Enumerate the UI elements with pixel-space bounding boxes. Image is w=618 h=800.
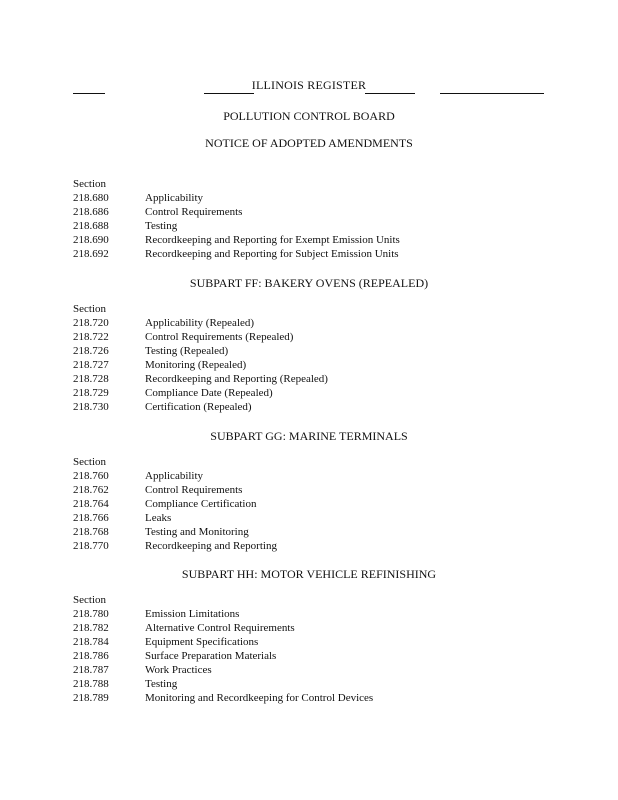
subpart-heading: SUBPART GG: MARINE TERMINALS [210,429,408,443]
section-number: 218.782 [73,622,109,634]
subpart-heading: SUBPART FF: BAKERY OVENS (REPEALED) [189,276,429,290]
section-number: 218.760 [73,470,109,482]
section-number: 218.764 [73,498,109,510]
section-title: Leaks [145,512,172,524]
section-number: 218.788 [73,678,109,690]
section-label: Section [73,178,106,190]
section-number: 218.726 [73,345,109,357]
section-number: 218.786 [73,650,109,662]
section-number: 218.690 [73,234,109,246]
section-title: Surface Preparation Materials [145,650,277,662]
header-rule-center-left [204,93,254,94]
section-number: 218.768 [73,526,109,538]
section-title: Recordkeeping and Reporting for Exempt Emission Units [145,234,400,246]
section-number: 218.789 [73,692,109,704]
section-title: Certification (Repealed) [145,401,252,413]
section-label: Section [73,594,106,606]
section-number: 218.722 [73,331,109,343]
section-number: 218.680 [73,192,109,204]
section-title: Applicability [145,192,204,204]
section-number: 218.728 [73,373,109,385]
agency-name: POLLUTION CONTROL BOARD [223,109,395,123]
section-title: Control Requirements [145,484,243,496]
section-title: Alternative Control Requirements [145,622,295,634]
section-number: 218.730 [73,401,109,413]
section-title: Emission Limitations [145,608,240,620]
register-title: ILLINOIS REGISTER [251,78,367,92]
section-title: Recordkeeping and Reporting [145,540,277,552]
section-title: Testing and Monitoring [145,526,249,538]
header-rule-right [440,93,544,94]
section-number: 218.770 [73,540,109,552]
section-number: 218.787 [73,664,109,676]
section-number: 218.784 [73,636,109,648]
header-rule-left [73,93,105,94]
section-title: Testing [145,678,178,690]
subpart-heading: SUBPART HH: MOTOR VEHICLE REFINISHING [181,567,437,581]
section-number: 218.729 [73,387,109,399]
section-title: Monitoring and Recordkeeping for Control Devices [145,692,374,704]
notice-title: NOTICE OF ADOPTED AMENDMENTS [205,136,413,150]
section-label: Section [73,456,106,468]
section-title: Equipment Specifications [145,636,259,648]
section-title: Applicability [145,470,204,482]
section-title: Compliance Certification [145,498,257,510]
section-number: 218.688 [73,220,109,232]
section-title: Applicability (Repealed) [145,317,255,329]
section-number: 218.727 [73,359,109,371]
section-number: 218.692 [73,248,109,260]
section-number: 218.762 [73,484,109,496]
section-number: 218.686 [73,206,109,218]
section-title: Recordkeeping and Reporting (Repealed) [145,373,328,385]
section-title: Recordkeeping and Reporting for Subject Emission Units [145,248,399,260]
section-title: Control Requirements [145,206,243,218]
section-title: Testing [145,220,178,232]
section-number: 218.780 [73,608,109,620]
header-rule-center-right [365,93,415,94]
section-title: Testing (Repealed) [145,345,229,357]
section-title: Monitoring (Repealed) [145,359,247,371]
section-label: Section [73,303,106,315]
section-title: Compliance Date (Repealed) [145,387,273,399]
section-number: 218.766 [73,512,109,524]
section-number: 218.720 [73,317,109,329]
section-title: Control Requirements (Repealed) [145,331,294,343]
section-title: Work Practices [145,664,212,676]
